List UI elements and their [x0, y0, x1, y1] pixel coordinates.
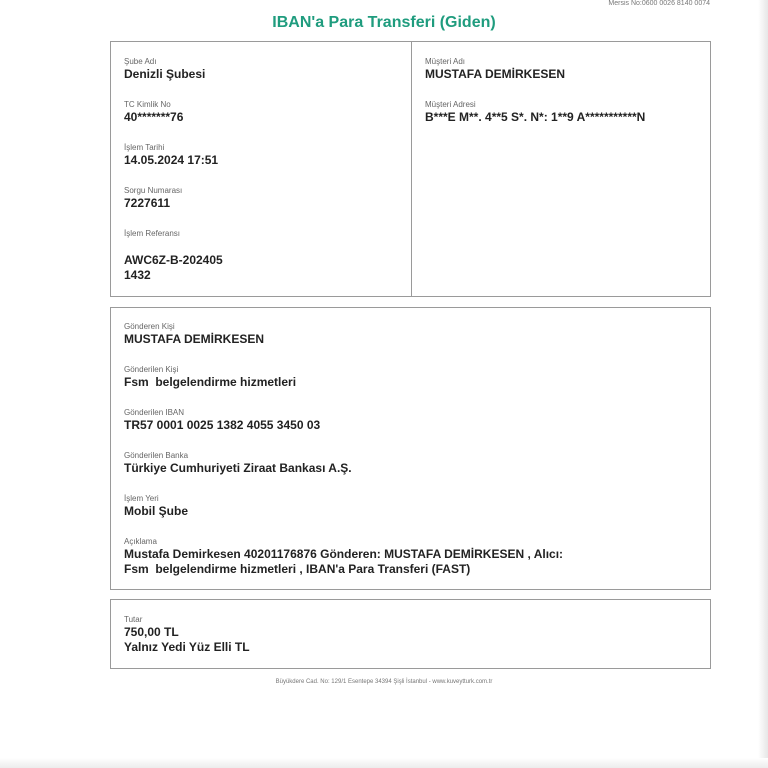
- iban-field: [124, 408, 320, 433]
- customer-address-label: Müşteri Adresi: [425, 100, 476, 109]
- page-edge-shadow: [758, 0, 768, 768]
- date-label: İşlem Tarihi: [124, 143, 165, 152]
- branch-info-box: [110, 41, 412, 297]
- recipient-value: Fsm belgelendirme hizmetleri: [124, 375, 297, 389]
- date-value: 14.05.2024 17:51: [124, 153, 219, 167]
- customer-address-value: B***E M**. 4**5 S*. N*: 1**9 A***********N: [425, 110, 646, 124]
- tc-field: [124, 100, 183, 125]
- sender-label: Gönderen Kişi: [124, 322, 175, 331]
- amount-field: [124, 615, 250, 655]
- customer-name-label: Müşteri Adı: [425, 57, 466, 66]
- amount-box: [110, 599, 711, 669]
- reference-field: [124, 229, 223, 283]
- amount-in-words: Yalnız Yedi Yüz Elli TL: [124, 640, 250, 654]
- branch-field: [124, 57, 205, 82]
- reference-value: AWC6Z-B-202405 1432: [124, 253, 223, 282]
- description-value: Mustafa Demirkesen 40201176876 Gönderen: MUSTAFA DEMİRKESEN , Alıcı: Fsm belgelendirme hizmetleri , IBAN'a Para Transferi (FAST): [124, 547, 564, 576]
- tc-value: 40*******76: [124, 110, 184, 124]
- channel-field: [124, 494, 188, 519]
- sender-field: [124, 322, 264, 347]
- branch-label: Şube Adı: [124, 57, 157, 66]
- customer-name-field: [425, 57, 565, 82]
- bank-value: Türkiye Cumhuriyeti Ziraat Bankası A.Ş.: [124, 461, 352, 475]
- query-number-field: [124, 186, 182, 211]
- tc-label: TC Kimlik No: [124, 100, 171, 109]
- date-field: [124, 143, 218, 168]
- bank-field: [124, 451, 352, 476]
- bank-label: Gönderilen Banka: [124, 451, 189, 460]
- recipient-field: [124, 365, 296, 390]
- reference-label: İşlem Referansı: [124, 229, 181, 238]
- transfer-details-box: [110, 307, 711, 590]
- query-number-label: Sorgu Numarası: [124, 186, 183, 195]
- mersis-number: Mersis No:0600 0026 8140 0074: [608, 0, 710, 7]
- description-label: Açıklama: [124, 537, 157, 546]
- amount-label: Tutar: [124, 615, 143, 624]
- customer-info-box: [411, 41, 711, 297]
- customer-address-field: [425, 100, 645, 125]
- branch-value: Denizli Şubesi: [124, 67, 206, 81]
- page-title: IBAN'a Para Transferi (Giden): [272, 14, 496, 31]
- page-bottom-shadow: [0, 758, 768, 768]
- customer-name-value: MUSTAFA DEMİRKESEN: [425, 67, 566, 81]
- iban-value: TR57 0001 0025 1382 4055 3450 03: [124, 418, 321, 432]
- amount-value: 750,00 TL: [124, 625, 179, 639]
- sender-value: MUSTAFA DEMİRKESEN: [124, 332, 265, 346]
- recipient-label: Gönderilen Kişi: [124, 365, 179, 374]
- footer-address: Büyükdere Cad. No: 129/1 Esentepe 34394 Şişli İstanbul - www.kuveytturk.com.tr: [275, 679, 493, 685]
- iban-label: Gönderilen IBAN: [124, 408, 185, 417]
- query-number-value: 7227611: [124, 196, 171, 210]
- channel-label: İşlem Yeri: [124, 494, 159, 503]
- channel-value: Mobil Şube: [124, 504, 188, 518]
- description-field: [124, 537, 563, 577]
